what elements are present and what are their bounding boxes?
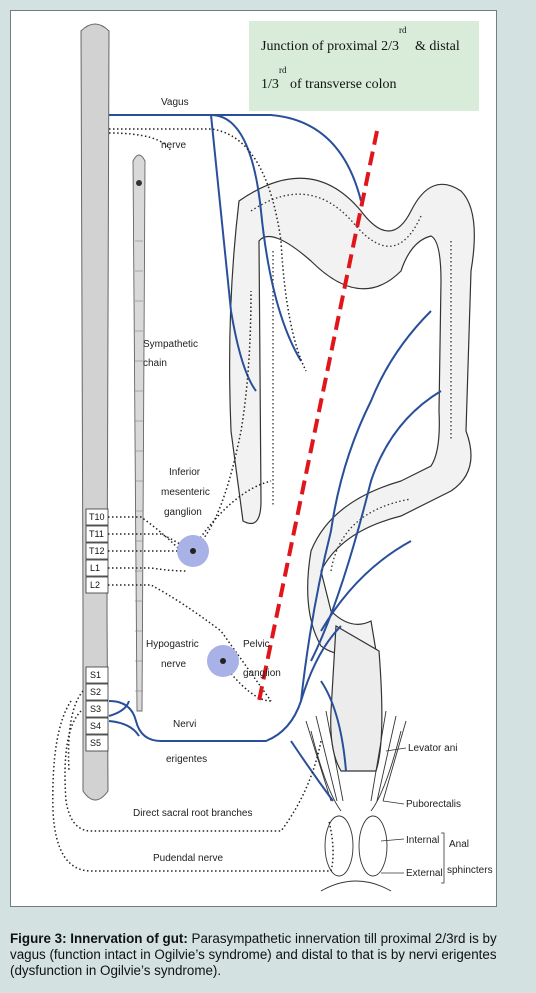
vagus-nerve-label: nerve <box>161 140 187 151</box>
caption-text: Parasympathetic innervation till proximal 2/3rd is by vagus (function intact in Ogilvie’s syndrome) and distal to that is by nervi erigentes (dysfunction in Ogilvie’s syndrome). <box>10 931 497 978</box>
anal-label: Anal <box>449 839 470 850</box>
direct-sacral-label: Direct sacral root branches <box>133 808 253 819</box>
segment-label: L1 <box>90 563 101 573</box>
annotation-superscript: rd <box>399 25 407 35</box>
pelvic-ganglion-label: ganglion <box>243 668 281 679</box>
segment-label: T12 <box>89 546 105 556</box>
hypogastric-nerve-label: nerve <box>161 659 187 670</box>
external-label: External <box>406 868 443 879</box>
nervi-label: Nervi <box>173 719 197 730</box>
annotation-line-1b: & distal <box>415 39 460 54</box>
mesenteric-label: mesenteric <box>161 487 210 498</box>
annotation-superscript: rd <box>279 65 287 75</box>
puborectalis-label: Puborectalis <box>406 799 462 810</box>
segment-label: S1 <box>90 670 102 680</box>
segment-label: S4 <box>90 721 102 731</box>
annotation-line-2: 1/3 <box>261 77 279 92</box>
segment-label: S5 <box>90 738 102 748</box>
vagus-label: Vagus <box>161 97 189 108</box>
pudendal-label: Pudendal nerve <box>153 853 224 864</box>
annotation-line-2b: of transverse colon <box>290 77 397 92</box>
sympathetic-label: Sympathetic <box>143 339 199 350</box>
figure-caption <box>10 931 530 979</box>
levator-ani-label: Levator ani <box>408 743 458 754</box>
colon <box>230 178 475 771</box>
pelvic-label: Pelvic <box>243 639 270 650</box>
segment-label: S2 <box>90 687 102 697</box>
segment-label: L2 <box>90 580 101 590</box>
segment-label: T10 <box>89 512 105 522</box>
segment-label: T11 <box>89 529 104 539</box>
annotation-line-1: Junction of proximal 2/3 <box>261 39 400 54</box>
caption-title: Figure 3: Innervation of gut: <box>10 931 188 946</box>
figure-panel <box>10 10 497 907</box>
sphincters-label: sphincters <box>447 865 493 876</box>
junction-annotation <box>249 21 479 111</box>
spinal-cord <box>81 24 109 800</box>
erigentes-label: erigentes <box>166 754 208 765</box>
hypogastric-label: Hypogastric <box>146 639 199 650</box>
sympathetic-chain-label: chain <box>143 358 167 369</box>
segment-label: S3 <box>90 704 102 714</box>
innervation-diagram <box>11 11 498 908</box>
internal-label: Internal <box>406 835 440 846</box>
ganglion-label: ganglion <box>164 507 202 518</box>
inferior-label: Inferior <box>169 467 201 478</box>
sympathetic-chain <box>133 155 145 711</box>
